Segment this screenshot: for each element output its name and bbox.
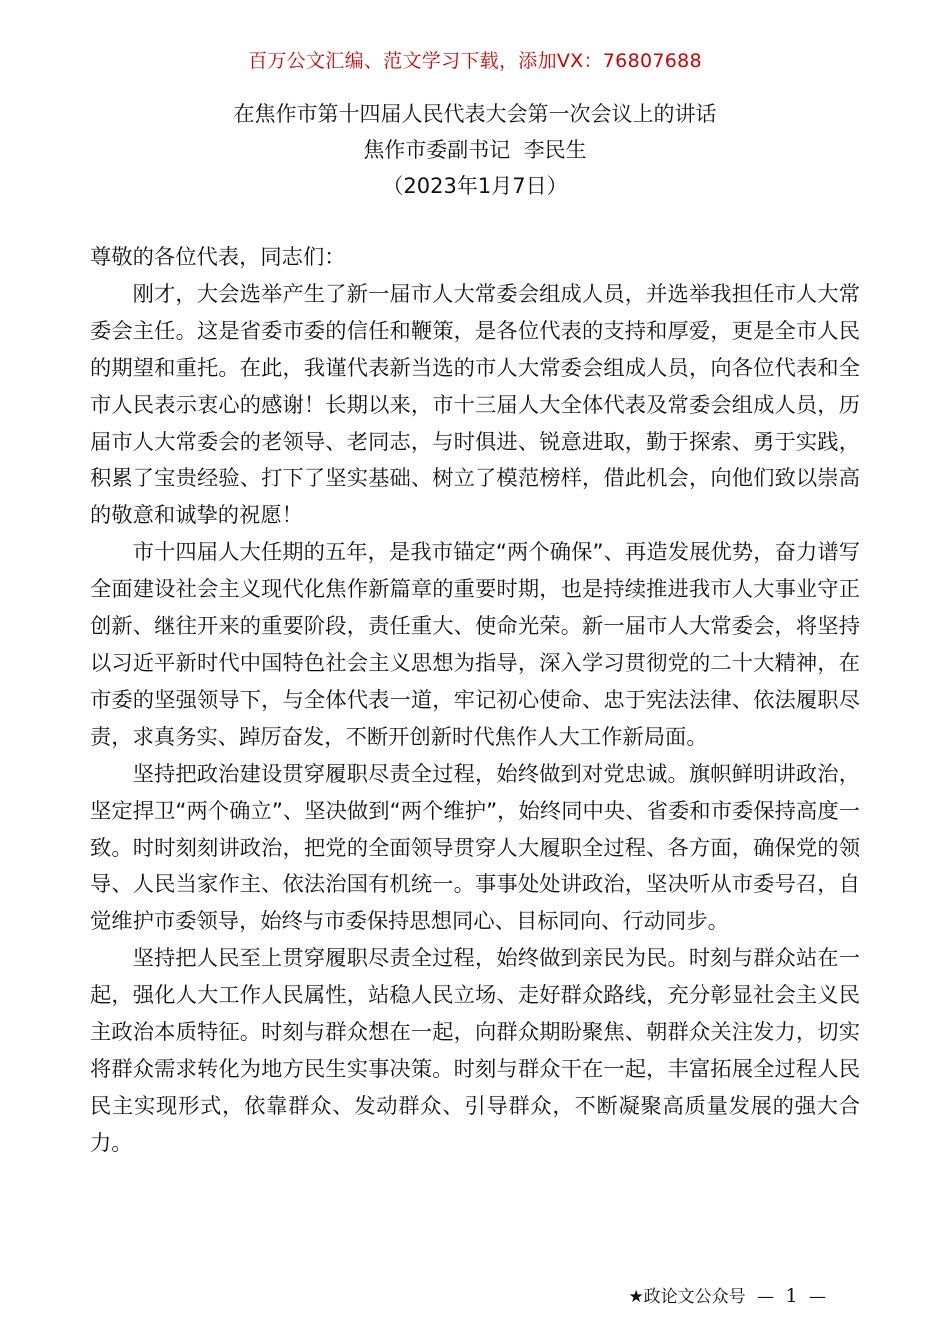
speech-body: [90, 240, 860, 1163]
download-notice: 百万公文汇编、范文学习下载，添加VX：76807688: [248, 50, 702, 72]
footer-source: ★政论文公众号: [628, 1287, 746, 1307]
page-number: 1: [785, 1285, 798, 1307]
page-footer: [628, 1282, 832, 1307]
salutation: 尊敬的各位代表，同志们：: [90, 245, 346, 270]
speech-author: 焦作市委副书记 李民生: [363, 138, 587, 162]
speech-date: （2023年1月7日）: [382, 174, 568, 198]
speech-title: 在焦作市第十四届人民代表大会第一次会议上的讲话: [233, 102, 717, 126]
paragraph: 市十四届人大任期的五年，是我市锚定“两个确保”、再造发展优势，奋力谱写全面建设社会主义现代化焦作新篇章的重要时期，也是持续推进我市人大事业守正创新、继往开来的重要阶段，责任重大、使命光荣。新一届市人大常委会，将坚持以习近平新时代中国特色社会主义思想为指导，深入学习贯彻党的二十大精神，在市委的坚强领导下，与全体代表一道，牢记初心使命、忠于宪法法律、依法履职尽责，求真务实、踔厉奋发，不断开创新时代焦作人大工作新局面。: [90, 540, 860, 750]
footer-dash-left: —: [757, 1287, 775, 1307]
title-block: [0, 96, 950, 204]
paragraph: 坚持把人民至上贯穿履职尽责全过程，始终做到亲民为民。时刻与群众站在一起，强化人大工作人民属性，站稳人民立场、走好群众路线，充分彰显社会主义民主政治本质特征。时刻与群众想在一起，向群众期盼聚焦、朝群众关注发力，切实将群众需求转化为地方民生实事决策。时刻与群众干在一起，丰富拓展全过程人民民主实现形式，依靠群众、发动群众、引导群众，不断凝聚高质量发展的强大合力。: [90, 946, 860, 1156]
paragraph: 刚才，大会选举产生了新一届市人大常委会组成人员，并选举我担任市人大常委会主任。这是省委市委的信任和鞭策，是各位代表的支持和厚爱，更是全市人民的期望和重托。在此，我谨代表新当选的市人大常委会组成人员，向各位代表和全市人民表示衷心的感谢！长期以来，市十三届人大全体代表及常委会组成人员，历届市人大常委会的老领导、老同志，与时俱进、锐意进取，勤于探索、勇于实践，积累了宝贵经验、打下了坚实基础、树立了模范榜样，借此机会，向他们致以崇高的敬意和诚挚的祝愿！: [90, 281, 860, 529]
paragraph: 坚持把政治建设贯穿履职尽责全过程，始终做到对党忠诚。旗帜鲜明讲政治，坚定捍卫“两个确立”、坚决做到“两个维护”，始终同中央、省委和市委保持高度一致。时时刻刻讲政治，把党的全面领导贯穿人大履职全过程、各方面，确保党的领导、人民当家作主、依法治国有机统一。事事处处讲政治，坚决听从市委号召，自觉维护市委领导，始终与市委保持思想同心、目标同向、行动同步。: [90, 761, 860, 935]
footer-dash-right: —: [809, 1287, 826, 1307]
